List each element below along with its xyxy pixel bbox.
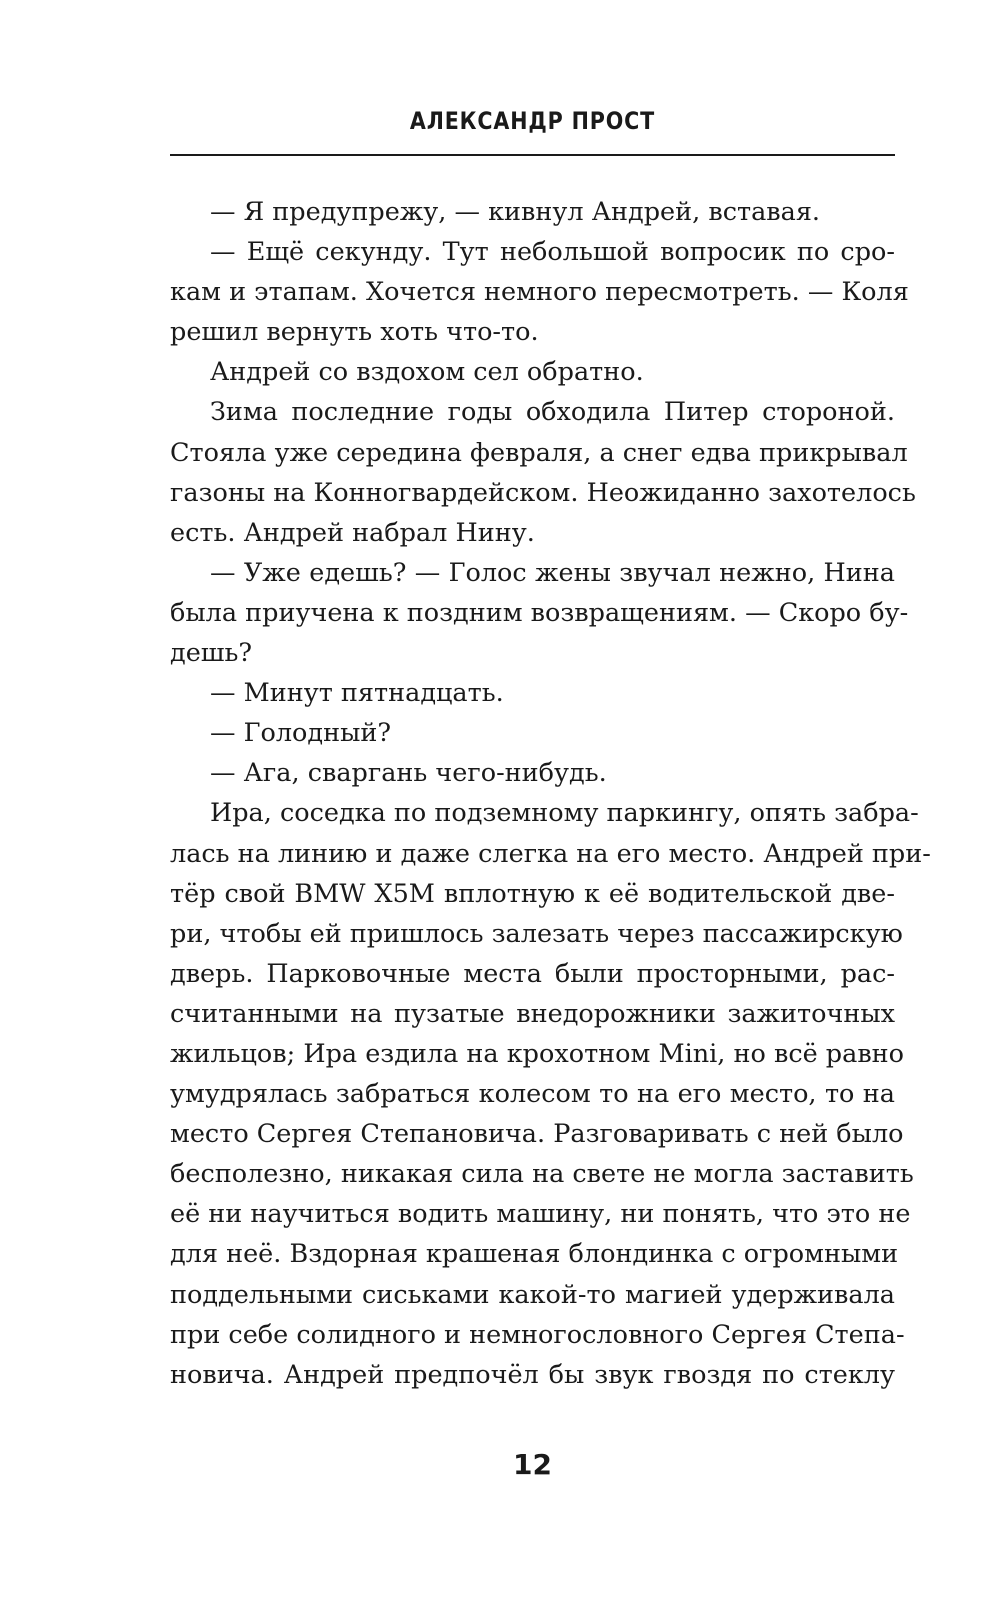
- text-line: жильцов; Ира ездила на крохотном Mini, но всё равно: [170, 1038, 905, 1069]
- text-line: поддельными сиськами какой-то магией удерживала: [170, 1279, 895, 1310]
- text-line: дешь?: [170, 638, 253, 669]
- text-line: бесполезно, никакая сила на свете не могла заставить: [170, 1159, 914, 1190]
- text-line: — Ещё секунду. Тут небольшой вопросик по сро-: [210, 237, 895, 268]
- text-line: — Голодный?: [210, 718, 392, 749]
- text-line: была приучена к поздним возвращениям. — Скоро бу-: [170, 597, 909, 628]
- text-line: Андрей со вздохом сел обратно.: [210, 357, 644, 388]
- text-line: Стояла уже середина февраля, а снег едва прикрывал: [170, 437, 908, 468]
- running-head-author: АЛЕКСАНДР ПРОСТ: [409, 107, 656, 135]
- page-number: 12: [513, 1448, 552, 1481]
- text-line: ри, чтобы ей пришлось залезать через пассажирскую: [170, 918, 903, 949]
- text-line: Зима последние годы обходила Питер стороной.: [210, 397, 895, 428]
- text-line: для неё. Вздорная крашеная блондинка с огромными: [170, 1239, 899, 1270]
- text-line: — Уже едешь? — Голос жены звучал нежно, Нина: [210, 557, 895, 588]
- text-line: лась на линию и даже слегка на его место. Андрей при-: [170, 838, 931, 869]
- text-line: — Ага, сваргань чего-нибудь.: [210, 758, 607, 789]
- text-line: считанными на пузатые внедорожники зажиточных: [170, 998, 895, 1029]
- text-line: умудрялась забраться колесом то на его место, то на: [170, 1079, 895, 1110]
- body-text: [170, 192, 931, 1395]
- text-line: дверь. Парковочные места были просторными, рас-: [170, 958, 895, 989]
- text-line: есть. Андрей набрал Нину.: [170, 517, 535, 548]
- text-line: место Сергея Степановича. Разговаривать с ней было: [170, 1119, 904, 1150]
- text-line: газоны на Конногвардейском. Неожиданно захотелось: [170, 477, 916, 508]
- text-line: тёр свой BMW X5M вплотную к её водительской две-: [170, 878, 895, 909]
- text-line: при себе солидного и немногословного Сергея Степа-: [170, 1319, 905, 1350]
- text-line: — Я предупрежу, — кивнул Андрей, вставая.: [210, 197, 821, 227]
- text-line: Ира, соседка по подземному паркингу, опять забра-: [210, 798, 919, 829]
- text-line: решил вернуть хоть что-то.: [170, 317, 539, 348]
- text-line: новича. Андрей предпочёл бы звук гвоздя по стеклу: [170, 1359, 895, 1390]
- header-rule: [170, 154, 895, 156]
- text-line: кам и этапам. Хочется немного пересмотреть. — Коля: [170, 277, 909, 308]
- text-line: её ни научиться водить машину, ни понять, что это не: [170, 1199, 911, 1230]
- text-line: — Минут пятнадцать.: [210, 678, 504, 709]
